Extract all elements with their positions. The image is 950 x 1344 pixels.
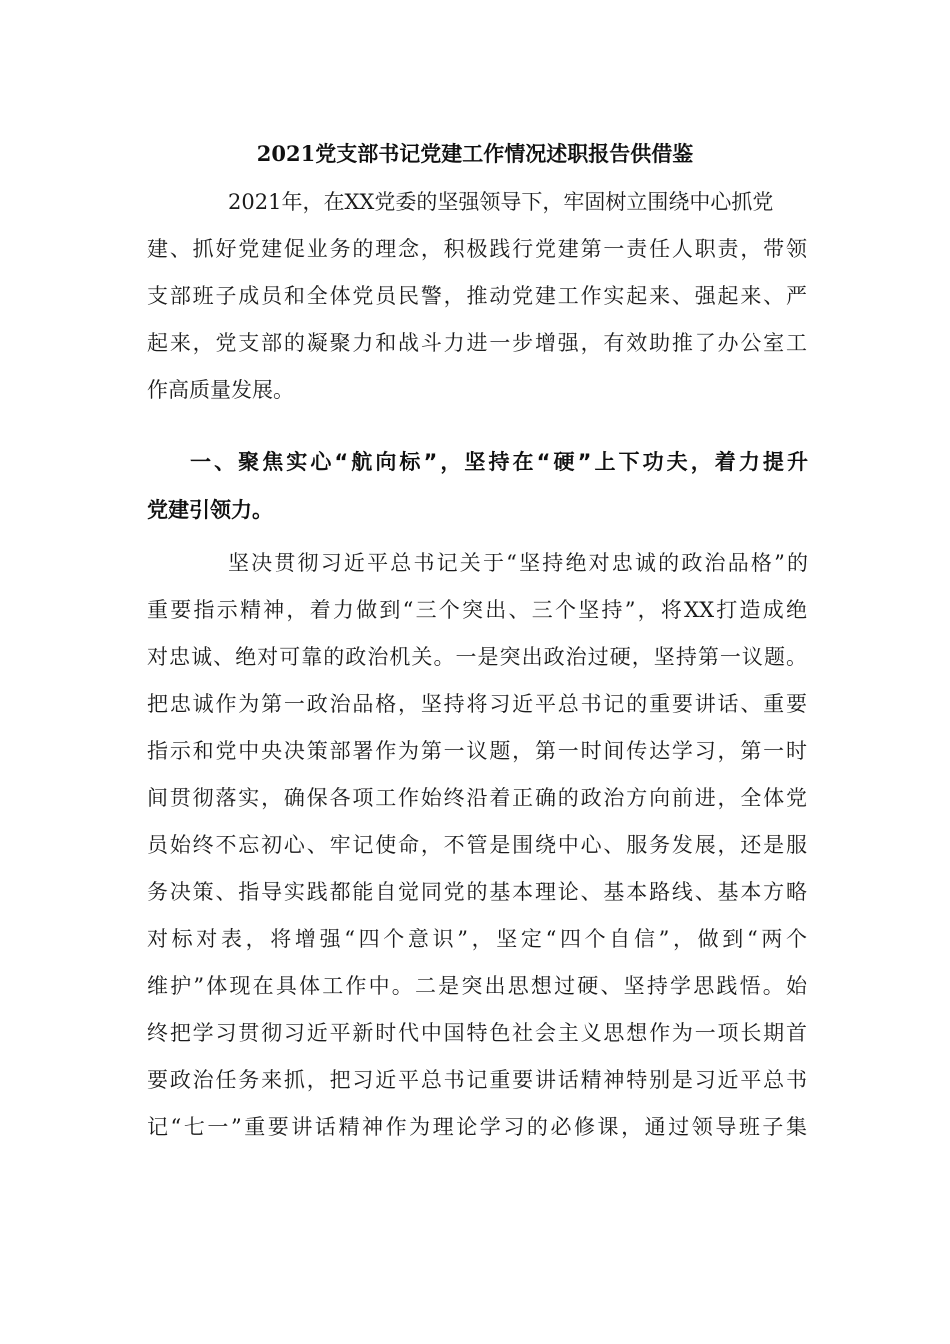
intro-line-5: 作高质量发展。: [147, 378, 294, 402]
intro-line-4: 起来，党支部的凝聚力和战斗力进一步增强，有效助推了办公室工: [147, 331, 807, 355]
section1-body-line-1: 坚决贯彻习近平总书记关于“坚持绝对忠诚的政治品格”的: [228, 551, 808, 575]
section1-body-line-3: 对忠诚、绝对可靠的政治机关。一是突出政治过硬，坚持第一议题。: [147, 645, 807, 669]
section1-heading-line-2: 党建引领力。: [147, 498, 273, 522]
section1-body-line-5: 指示和党中央决策部署作为第一议题，第一时间传达学习，第一时: [147, 739, 807, 763]
section1-body-line-10: 维护”体现在具体工作中。二是突出思想过硬、坚持学思践悟。始: [147, 974, 807, 998]
section1-body-line-8: 务决策、指导实践都能自觉同党的基本理论、基本路线、基本方略: [147, 880, 807, 904]
section1-body-line-12: 要政治任务来抓，把习近平总书记重要讲话精神特别是习近平总书: [147, 1068, 807, 1092]
intro-line-3: 支部班子成员和全体党员民警，推动党建工作实起来、强起来、严: [147, 284, 807, 308]
intro-line-2: 建、抓好党建促业务的理念，积极践行党建第一责任人职责，带领: [147, 237, 807, 261]
section1-heading-line-1: 一、聚焦实心“航向标”，坚持在“硬”上下功夫，着力提升: [190, 450, 808, 474]
section1-body-line-2: 重要指示精神，着力做到“三个突出、三个坚持”，将XX打造成绝: [147, 598, 807, 622]
document-title: 2021党支部书记党建工作情况述职报告供借鉴: [256, 141, 694, 166]
section1-body-line-4: 把忠诚作为第一政治品格，坚持将习近平总书记的重要讲话、重要: [147, 692, 807, 716]
section1-body-line-11: 终把学习贯彻习近平新时代中国特色社会主义思想作为一项长期首: [147, 1021, 807, 1045]
intro-line-1: 2021年，在XX党委的坚强领导下，牢固树立围绕中心抓党: [228, 190, 774, 214]
section1-body-line-13: 记“七一”重要讲话精神作为理论学习的必修课，通过领导班子集: [147, 1115, 807, 1139]
section1-body-line-7: 员始终不忘初心、牢记使命，不管是围绕中心、服务发展，还是服: [147, 833, 807, 857]
section1-body-line-6: 间贯彻落实，确保各项工作始终沿着正确的政治方向前进，全体党: [147, 786, 807, 810]
section1-body-line-9: 对标对表，将增强“四个意识”，坚定“四个自信”，做到“两个: [147, 927, 807, 951]
